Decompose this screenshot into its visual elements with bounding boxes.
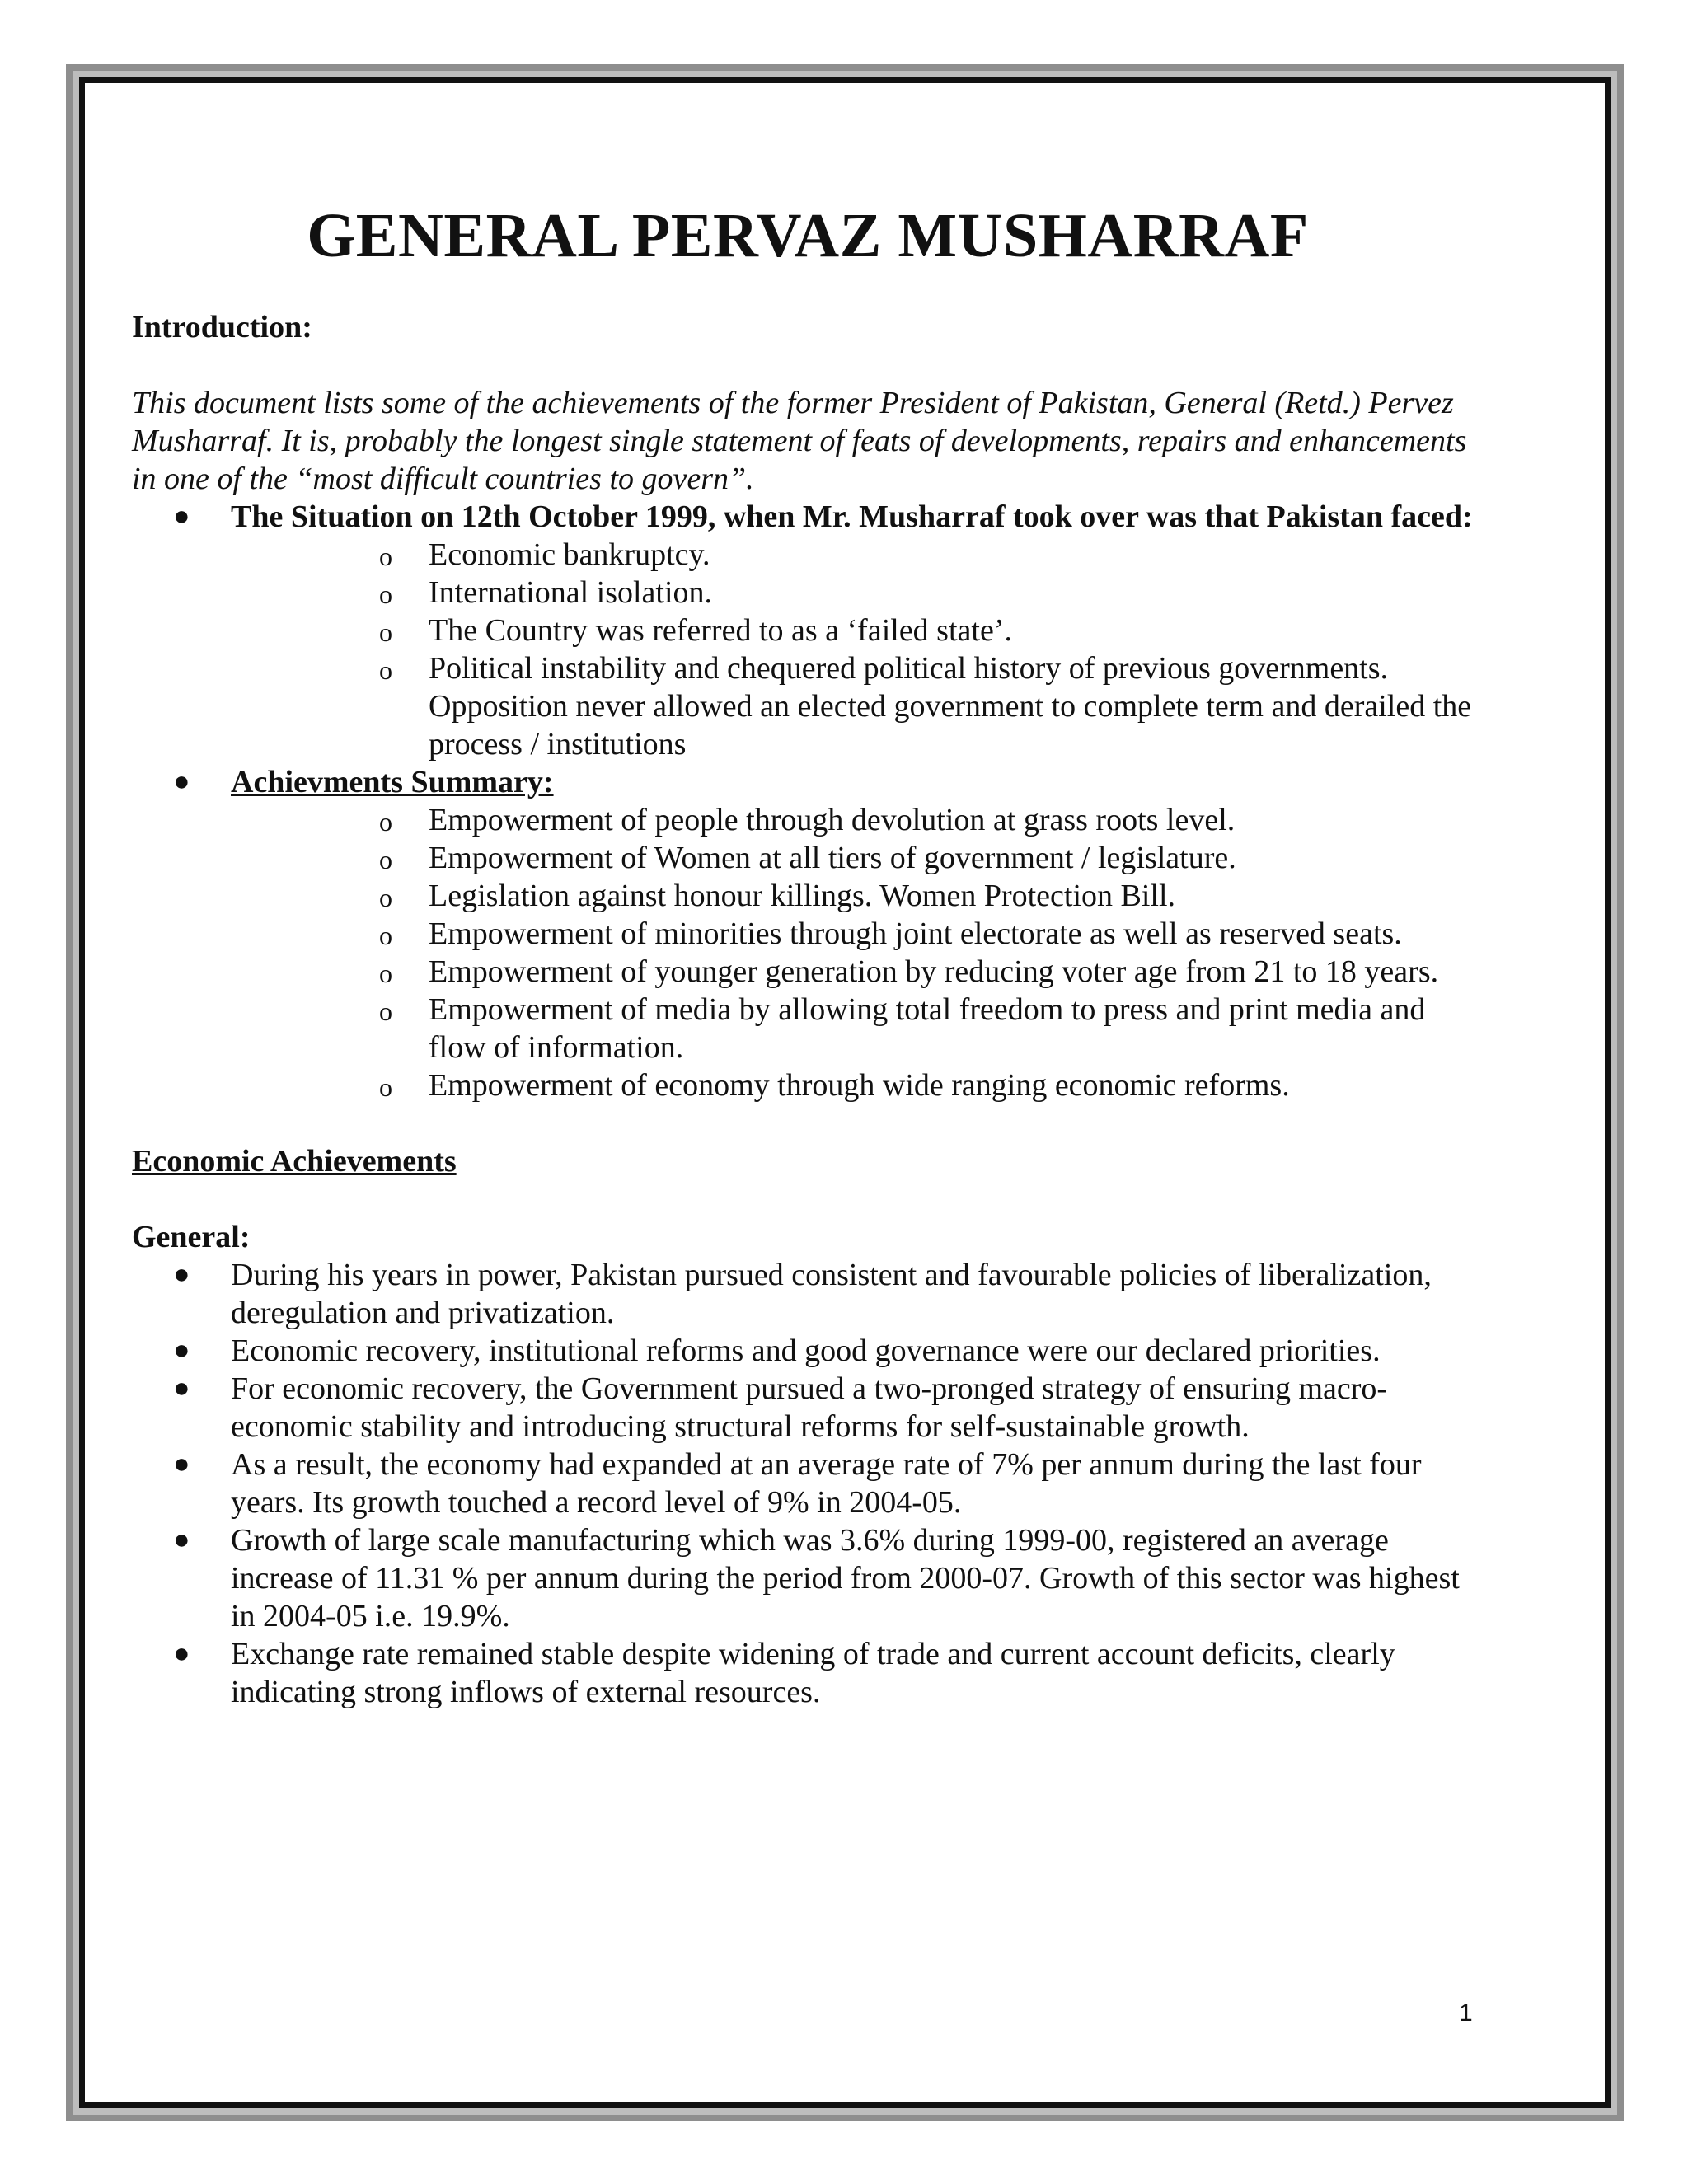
list-item: ● Growth of large scale manufacturing which was 3.6% during 1999-00, registered an average increase of 11.31 % per annum during the period from 2000-07. Growth of this sector was highest in 2004-05 i.e. 19.9%. [173,1523,1460,1633]
bullet-icon: ● [173,1335,190,1366]
list-item: ● For economic recovery, the Government pursued a two-pronged strategy of ensuring macro-economic stability and introducing structural reforms for self-sustainable growth. [173,1371,1388,1444]
circle-bullet-icon: o [379,921,392,950]
summary-list [231,801,1484,1104]
list-item: ● Economic recovery, institutional reforms and good governance were our declared priorities. [173,1333,1381,1368]
circle-bullet-icon: o [379,845,392,874]
list-item: o Political instability and chequered political history of previous governments. Opposition never allowed an elected government to complete term and derailed the process / institutions [379,651,1472,762]
list-item: ● As a result, the economy had expanded at an average rate of 7% per annum during the last four years. Its growth touched a record level of 9% in 2004-05. [173,1447,1422,1520]
list-item: o Empowerment of economy through wide ranging economic reforms. [231,1066,1484,1104]
situation-section [132,498,1484,763]
summary-heading: Achievments Summary: [231,765,554,799]
list-item: o International isolation. [231,574,1484,612]
list-item: o Empowerment of Women at all tiers of government / legislature. [231,839,1484,877]
list-item: o The Country was referred to as a ‘failed state’. [231,612,1484,649]
circle-bullet-icon: o [379,541,392,571]
list-item: o Empowerment of younger generation by reducing voter age from 21 to 18 years. [231,953,1484,991]
document-title: GENERAL PERVAZ MUSHARRAF [307,201,1309,270]
circle-bullet-icon: o [379,617,392,647]
list-item: o Empowerment of people through devolution at grass roots level. [231,801,1484,839]
economic-list [132,1256,1484,1711]
circle-bullet-icon: o [379,655,392,685]
introduction-heading: Introduction: [132,310,312,344]
list-item: o Legislation against honour killings. Women Protection Bill. [231,877,1484,915]
circle-bullet-icon: o [379,807,392,837]
list-item: o Empowerment of media by allowing total freedom to press and print media and flow of information. [379,992,1426,1065]
list-item: ● Exchange rate remained stable despite widening of trade and current account deficits, clearly indicating strong inflows of external resources. [173,1637,1395,1709]
introduction-text: This document lists some of the achievements of the former President of Pakistan, General (Retd.) Pervez Musharraf. It is, probably the longest single statement of feats of developments, repairs and enhancements in one of the “most difficult countries to govern”. [132,386,1467,496]
bullet-icon: ● [173,1525,190,1555]
list-item: o Economic bankruptcy. [231,536,1484,574]
page-number: 1 [1459,1999,1473,2027]
summary-section [132,763,1484,1104]
list-item: o Empowerment of minorities through joint electorate as well as reserved seats. [231,915,1484,953]
bullet-icon: ● [173,766,190,797]
bullet-icon: ● [173,1373,190,1404]
list-item: ● During his years in power, Pakistan pursued consistent and favourable policies of liberalization, deregulation and privatization. [173,1258,1432,1330]
circle-bullet-icon: o [379,579,392,609]
situation-heading: The Situation on 12th October 1999, when Mr. Musharraf took over was that Pakistan faced: [231,499,1473,534]
circle-bullet-icon: o [379,996,392,1026]
bullet-icon: ● [173,1638,190,1669]
economic-heading: Economic Achievements [132,1144,457,1179]
circle-bullet-icon: o [379,1072,392,1102]
situation-bullet [132,498,1484,763]
situation-list [231,536,1484,763]
document-content [132,173,1484,1711]
bullet-icon: ● [173,501,190,532]
bullet-icon: ● [173,1449,190,1479]
summary-bullet [132,763,1484,1104]
circle-bullet-icon: o [379,883,392,912]
bullet-icon: ● [173,1259,190,1290]
circle-bullet-icon: o [379,958,392,988]
general-heading: General: [132,1220,251,1254]
